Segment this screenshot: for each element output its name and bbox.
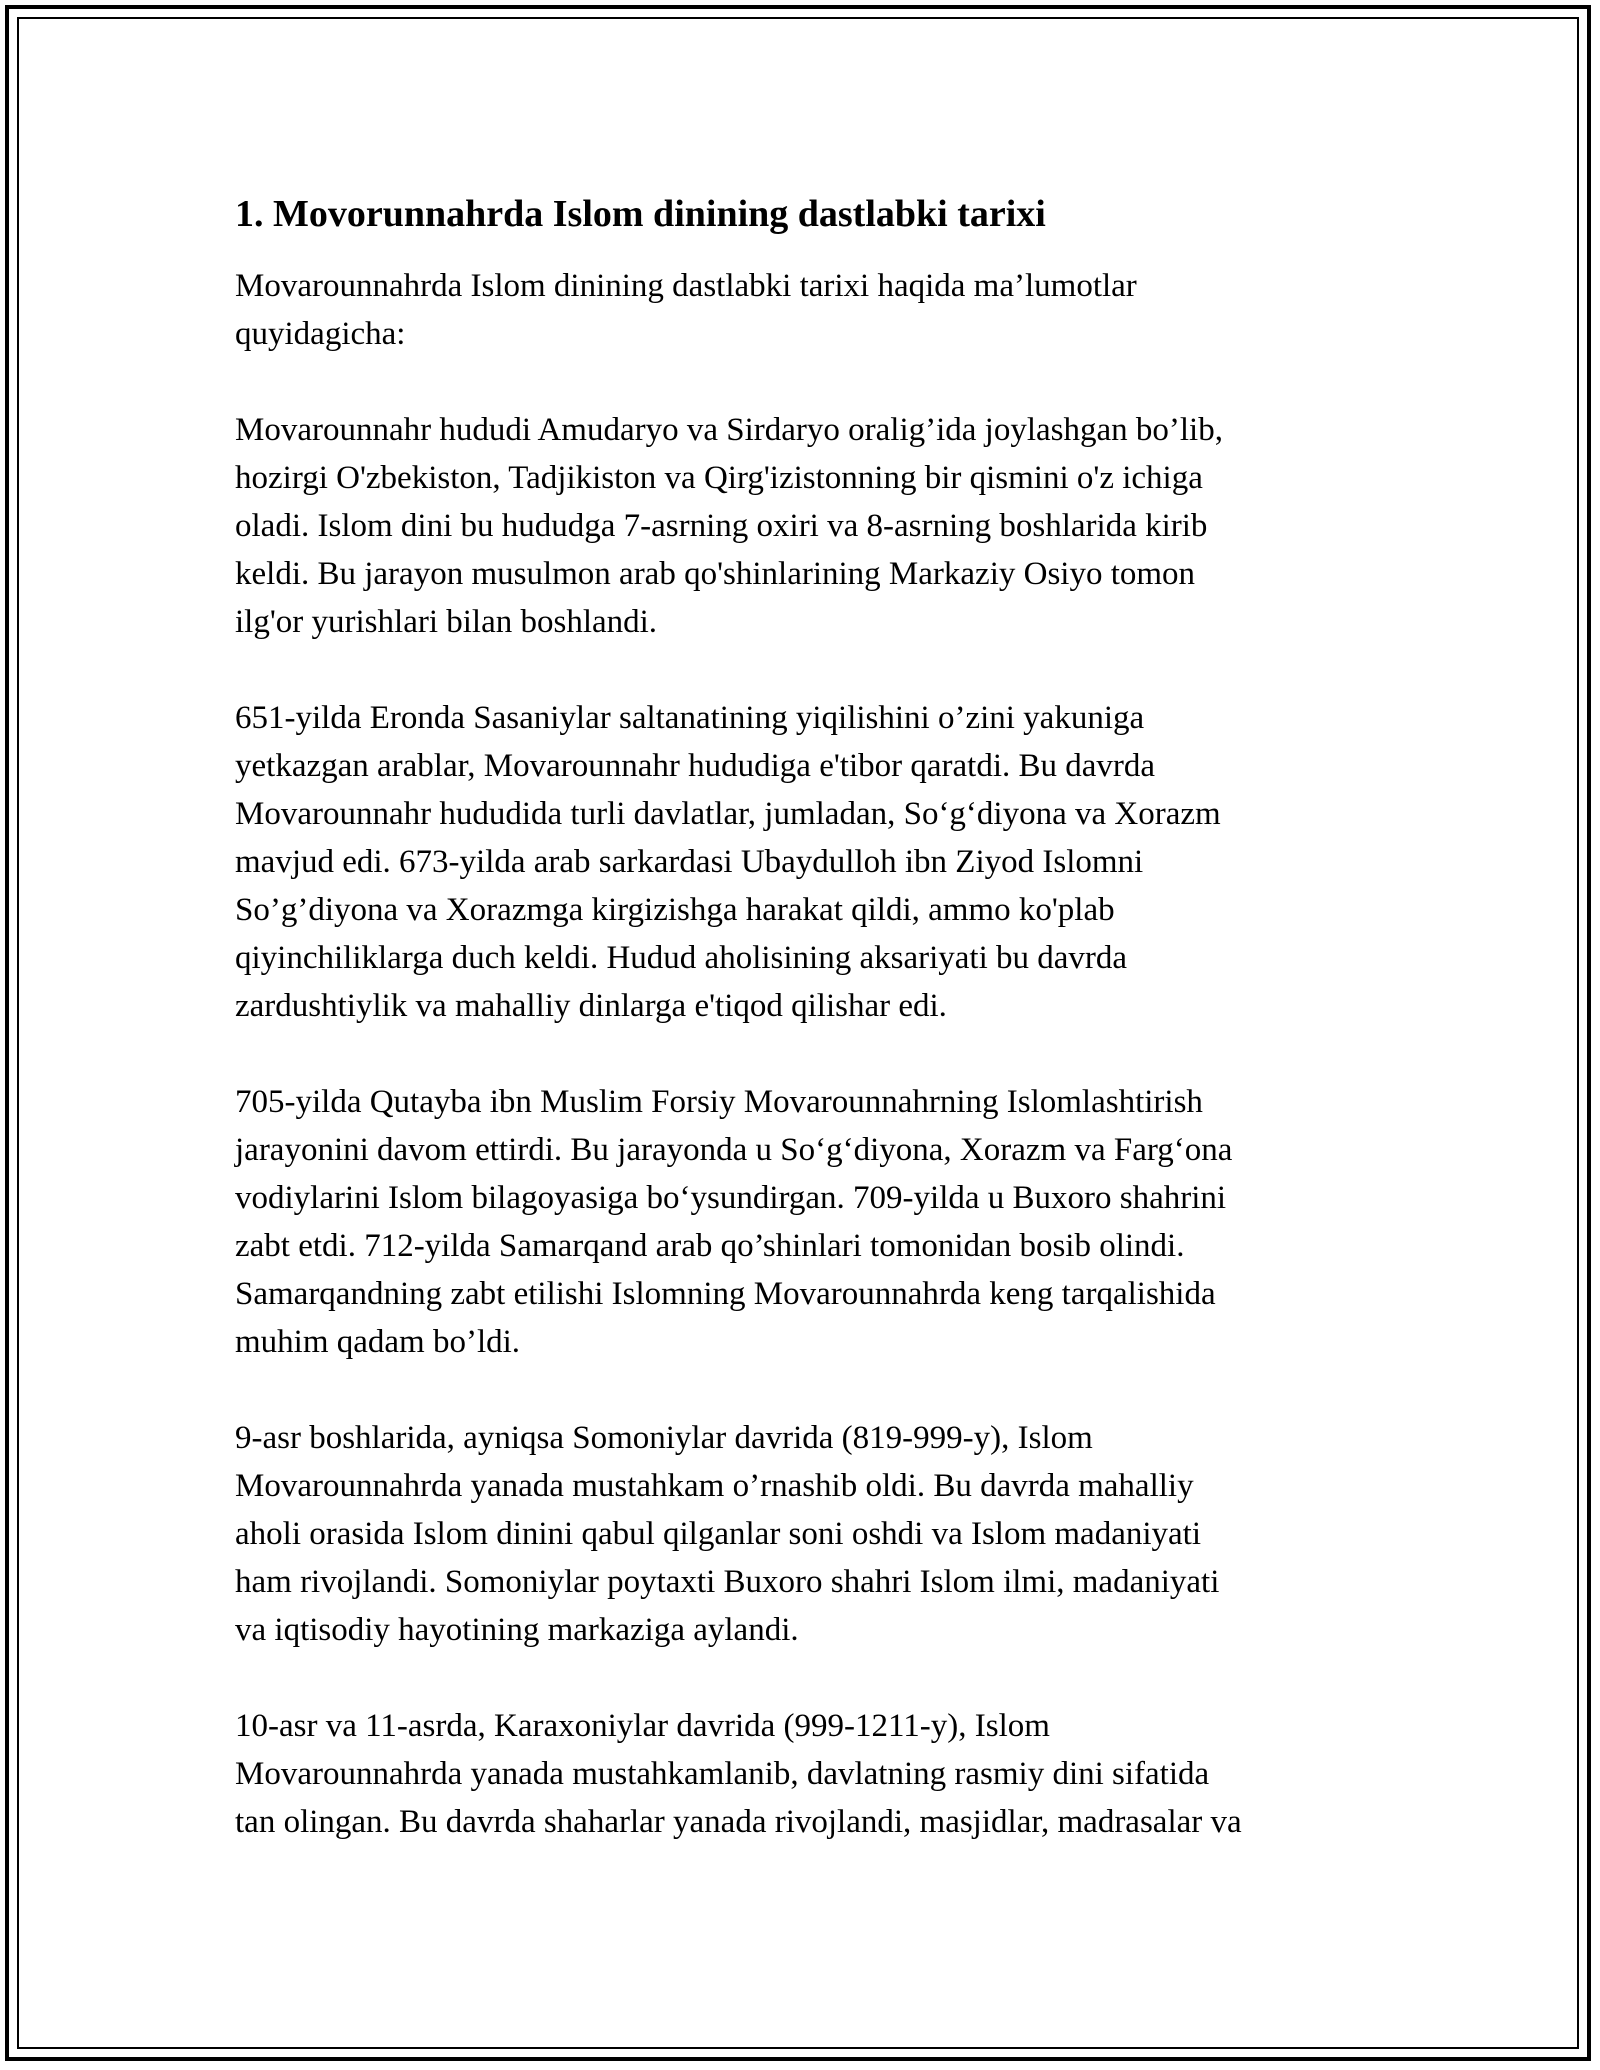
paragraph — [235, 406, 1370, 646]
text-line: zabt etdi. 712-yilda Samarqand arab qo’shinlari tomonidan bosib olindi. — [235, 1228, 1185, 1264]
text-line: Samarqandning zabt etilishi Islomning Movarounnahrda keng tarqalishida — [235, 1276, 1216, 1312]
paragraph — [235, 1702, 1370, 1846]
page-title: 1. Movorunnahrda Islom dinining dastlabki tarixi — [235, 193, 1046, 235]
paragraph — [235, 694, 1370, 1030]
text-line: vodiylarini Islom bilagoyasiga bo‘ysundirgan. 709-yilda u Buxoro shahrini — [235, 1180, 1227, 1216]
text-line: 9-asr boshlarida, ayniqsa Somoniylar davrida (819-999-y), Islom — [235, 1420, 1093, 1456]
text-line: 705-yilda Qutayba ibn Muslim Forsiy Movarounnahrning Islomlashtirish — [235, 1084, 1203, 1120]
text-line: zardushtiylik va mahalliy dinlarga e'tiqod qilishar edi. — [235, 988, 947, 1024]
paragraph — [235, 1414, 1370, 1654]
text-line: muhim qadam bo’ldi. — [235, 1324, 521, 1360]
text-line: Movarounnahr hududi Amudaryo va Sirdaryo oralig’ida joylashgan bo’lib, — [235, 412, 1223, 448]
text-line: 651-yilda Eronda Sasaniylar saltanatining yiqilishini o’zini yakuniga — [235, 700, 1145, 736]
document-body — [235, 190, 1370, 1894]
text-line: quyidagicha: — [235, 316, 406, 352]
text-line: So’g’diyona va Xorazmga kirgizishga harakat qildi, ammo ko'plab — [235, 892, 1115, 928]
text-line: oladi. Islom dini bu hududga 7-asrning oxiri va 8-asrning boshlarida kirib — [235, 508, 1208, 544]
text-line: yetkazgan arablar, Movarounnahr hududiga e'tibor qaratdi. Bu davrda — [235, 748, 1156, 784]
text-line: hozirgi O'zbekiston, Tadjikiston va Qirg'izistonning bir qismini o'z ichiga — [235, 460, 1203, 496]
text-line: jarayonini davom ettirdi. Bu jarayonda u So‘g‘diyona, Xorazm va Farg‘ona — [235, 1132, 1233, 1168]
paragraph — [235, 1078, 1370, 1366]
paragraph-list — [235, 262, 1370, 1846]
text-line: aholi orasida Islom dinini qabul qilganlar soni oshdi va Islom madaniyati — [235, 1516, 1202, 1552]
text-line: tan olingan. Bu davrda shaharlar yanada rivojlandi, masjidlar, madrasalar va — [235, 1804, 1242, 1840]
text-line: qiyinchiliklarga duch keldi. Hudud aholisining aksariyati bu davrda — [235, 940, 1128, 976]
text-line: va iqtisodiy hayotining markaziga aylandi. — [235, 1612, 799, 1648]
text-line: ilg'or yurishlari bilan boshlandi. — [235, 604, 658, 640]
text-line: keldi. Bu jarayon musulmon arab qo'shinlarining Markaziy Osiyo tomon — [235, 556, 1196, 592]
text-line: Movarounnahr hududida turli davlatlar, jumladan, So‘g‘diyona va Xorazm — [235, 796, 1221, 832]
text-line: mavjud edi. 673-yilda arab sarkardasi Ubaydulloh ibn Ziyod Islomni — [235, 844, 1144, 880]
text-line: Movarounnahrda yanada mustahkamlanib, davlatning rasmiy dini sifatida — [235, 1756, 1210, 1792]
text-line: Movarounnahrda yanada mustahkam o’rnashib oldi. Bu davrda mahalliy — [235, 1468, 1194, 1504]
text-line: Movarounnahrda Islom dinining dastlabki tarixi haqida ma’lumotlar — [235, 268, 1137, 304]
text-line: 10-asr va 11-asrda, Karaxoniylar davrida (999-1211-y), Islom — [235, 1708, 1050, 1744]
text-line: ham rivojlandi. Somoniylar poytaxti Buxoro shahri Islom ilmi, madaniyati — [235, 1564, 1220, 1600]
paragraph — [235, 262, 1370, 358]
